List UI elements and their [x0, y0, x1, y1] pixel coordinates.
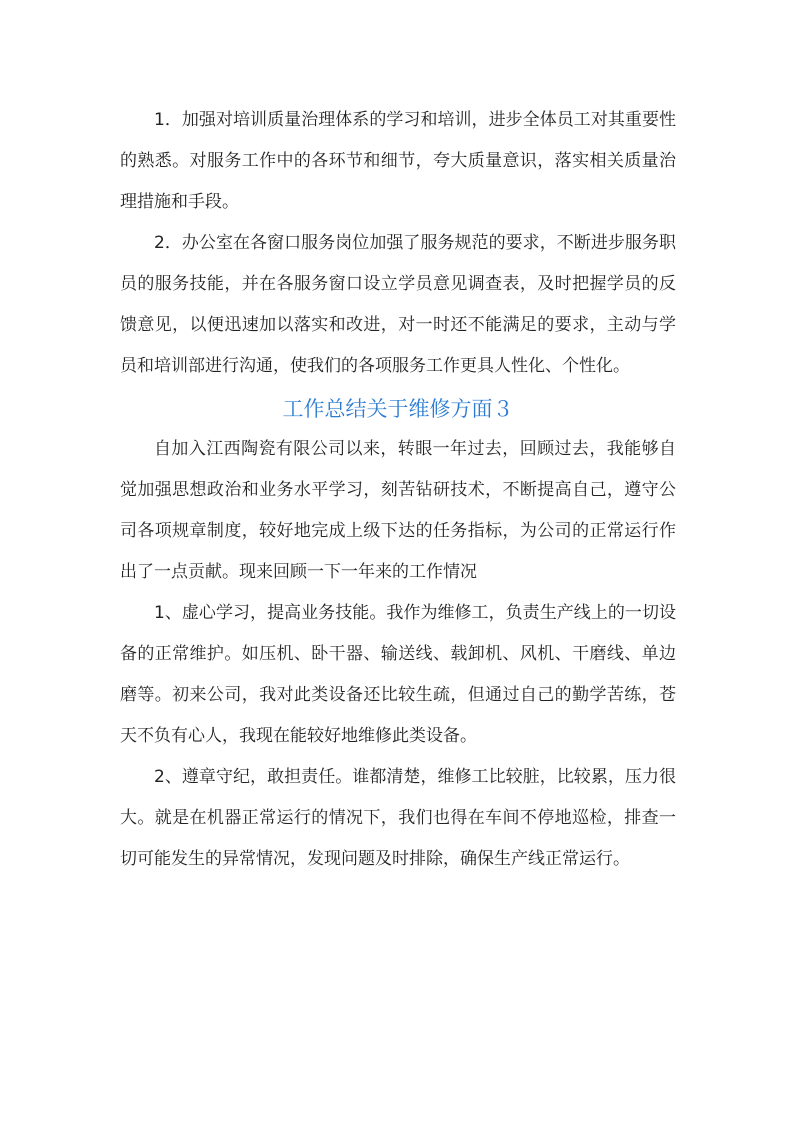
paragraph-learning: 1、虚心学习，提高业务技能。我作为维修工，负责生产线上的一切设备的正常维护。如压机、卧干器、输送线、载卸机、风机、干磨线、单边磨等。初来公司，我对此类设备还比较生疏，但通过自己的勤学苦练，苍天不负有心人，我现在能较好地维修此类设备。 [120, 603, 676, 746]
section-heading: 工作总结关于维修方面３ [282, 397, 514, 421]
document-body [120, 100, 676, 880]
paragraph-service-standards: 2．办公室在各窗口服务岗位加强了服务规范的要求，不断进步服务职员的服务技能，并在各服务窗口设立学员意见调查表，及时把握学员的反馈意见，以便迅速加以落实和改进，对一时还不能满足的要求，主动与学员和培训部进行沟通，使我们的各项服务工作更具人性化、个性化。 [120, 233, 676, 376]
paragraph-discipline: 2、遵章守纪，敢担责任。谁都清楚，维修工比较脏，比较累，压力很大。就是在机器正常运行的情况下，我们也得在车间不停地巡检，排查一切可能发生的异常情况，发现问题及时排除，确保生产线正常运行。 [120, 767, 676, 869]
paragraph-training-quality: 1．加强对培训质量治理体系的学习和培训，进步全体员工对其重要性的熟悉。对服务工作中的各环节和细节，夸大质量意识，落实相关质量治理措施和手段。 [120, 110, 676, 212]
paragraph-intro: 自加入江西陶瓷有限公司以来，转眼一年过去，回顾过去，我能够自觉加强思想政治和业务水平学习，刻苦钻研技术，不断提高自己，遵守公司各项规章制度，较好地完成上级下达的任务指标，为公司的正常运行作出了一点贡献。现来回顾一下一年来的工作情况 [120, 439, 676, 582]
